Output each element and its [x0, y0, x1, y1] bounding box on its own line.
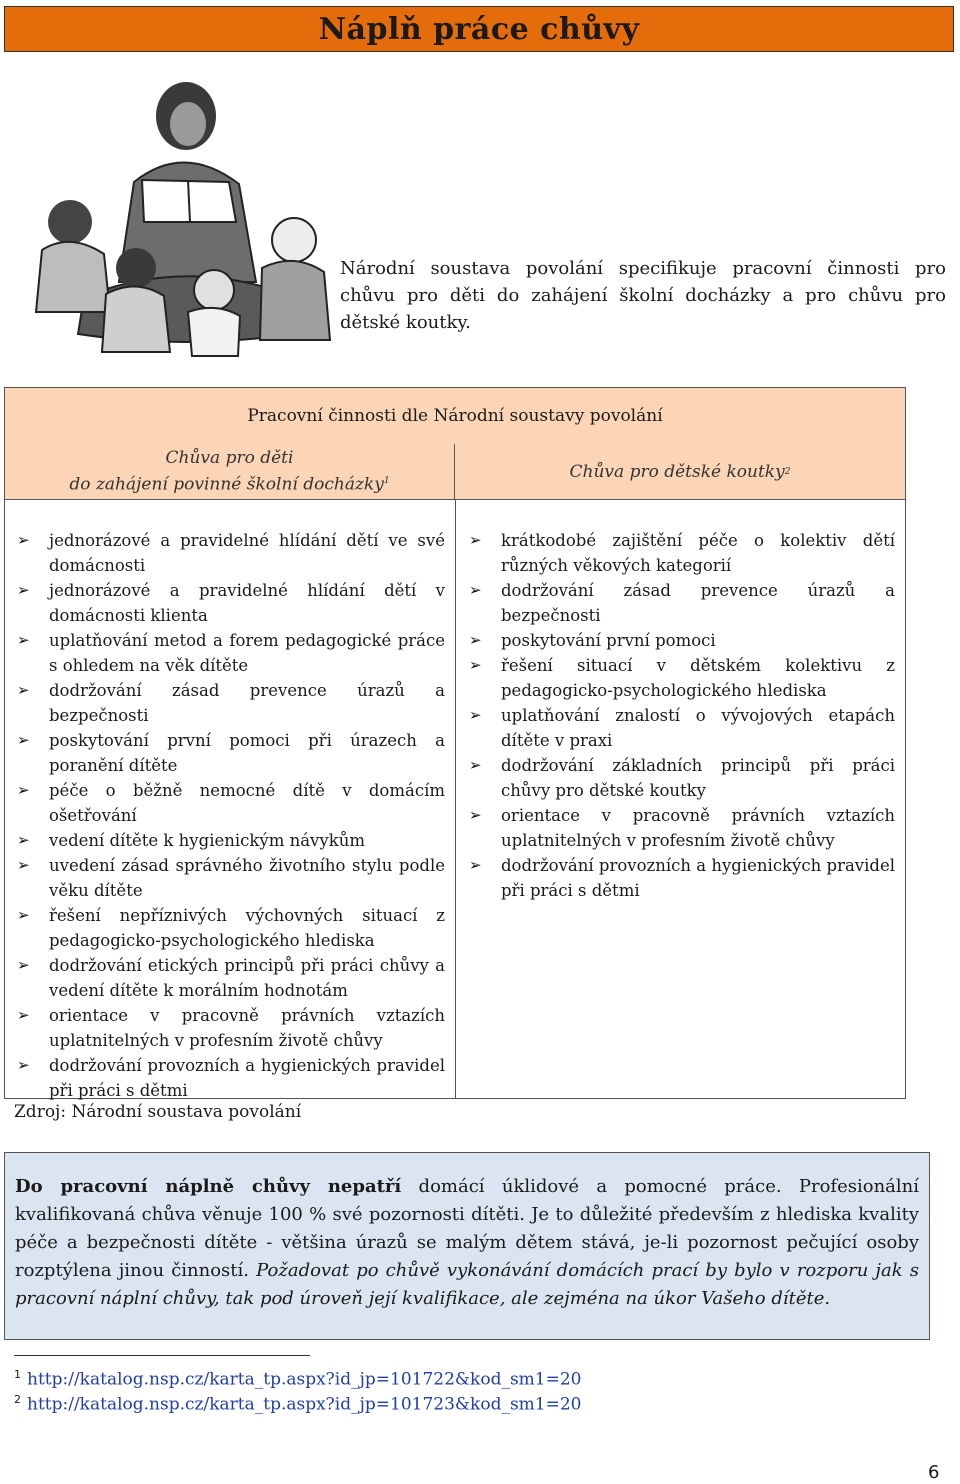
- page-title: Náplň práce chůvy: [318, 11, 640, 47]
- arrowhead-bullet-icon: ➢: [469, 531, 482, 549]
- arrowhead-bullet-icon: ➢: [17, 581, 30, 599]
- footnote-separator: [14, 1355, 310, 1356]
- footnote-1: [14, 1368, 582, 1390]
- list-item: ➢ dodržování zásad prevence úrazů a bezpečnosti: [469, 578, 895, 628]
- list-item: ➢ dodržování zásad prevence úrazů a bezpečnosti: [17, 678, 445, 728]
- arrowhead-bullet-icon: ➢: [17, 631, 30, 649]
- intro-paragraph: Národní soustava povolání specifikuje pracovní činnosti pro chůvu pro děti do zahájení školní docházky a pro chůvu pro dětské koutky.: [340, 258, 946, 333]
- column-divider: [455, 500, 456, 1098]
- page-number: 6: [928, 1462, 940, 1483]
- arrowhead-bullet-icon: ➢: [469, 806, 482, 824]
- arrowhead-bullet-icon: ➢: [469, 631, 482, 649]
- arrowhead-bullet-icon: ➢: [17, 681, 30, 699]
- arrowhead-bullet-icon: ➢: [469, 581, 482, 599]
- list-item: ➢ orientace v pracovně právních vztazích uplatnitelných v profesním životě chůvy: [469, 803, 895, 853]
- source-caption: Zdroj: Národní soustava povolání: [14, 1102, 302, 1122]
- list-item: ➢ dodržování základních principů při práci chůvy pro dětské koutky: [469, 753, 895, 803]
- footnote-2: [14, 1393, 582, 1415]
- list-item: ➢ péče o běžně nemocné dítě v domácím ošetřování: [17, 778, 445, 828]
- arrowhead-bullet-icon: ➢: [17, 1056, 30, 1074]
- note-bold: Do pracovní náplně chůvy nepatří: [15, 1176, 402, 1197]
- arrowhead-bullet-icon: ➢: [17, 831, 30, 849]
- list-item: ➢ řešení situací v dětském kolektivu z pedagogicko-psychologického hlediska: [469, 653, 895, 703]
- footnote-ref-1: 1: [383, 475, 390, 486]
- list-item: ➢ jednorázové a pravidelné hlídání dětí ve své domácnosti: [17, 528, 445, 578]
- arrowhead-bullet-icon: ➢: [469, 706, 482, 724]
- note-text: domácí úklidové a pomocné práce. Profesionální kvalifikovaná chůva věnuje 100 % své pozornosti dítěti. Je to důležité především z hlediska kvality péče a bezpečnosti dítěte - většina úrazů se malým dětem stává, je-li pozornost pečující osoby rozptýlena jinou činností.: [15, 1176, 920, 1281]
- note-italic: Požadovat po chůvě vykonávání domácích prací by bylo v rozporu jak s pracovní náplní chůvy, tak pod úroveň její kvalifikace, ale zejména na úkor Vašeho dítěte.: [15, 1260, 920, 1309]
- footnote-number: 1: [14, 1368, 21, 1381]
- arrowhead-bullet-icon: ➢: [17, 956, 30, 974]
- title-bar: [4, 6, 954, 52]
- table-heading: Pracovní činnosti dle Národní soustavy povolání: [5, 388, 905, 445]
- footnote-link-1[interactable]: http://katalog.nsp.cz/karta_tp.aspx?id_jp=101722&kod_sm1=20: [27, 1369, 582, 1390]
- activities-table: [4, 387, 906, 1099]
- nanny-reading-illustration: [24, 72, 340, 362]
- list-item: ➢ řešení nepříznivých výchovných situací z pedagogicko-psychologického hlediska: [17, 903, 445, 953]
- list-item: ➢ poskytování první pomoci při úrazech a poranění dítěte: [17, 728, 445, 778]
- arrowhead-bullet-icon: ➢: [469, 856, 482, 874]
- list-item: ➢ poskytování první pomoci: [469, 628, 895, 653]
- footnote-link-2[interactable]: http://katalog.nsp.cz/karta_tp.aspx?id_jp=101723&kod_sm1=20: [27, 1394, 582, 1415]
- footnote-number: 2: [14, 1393, 21, 1406]
- info-note-box: [4, 1152, 930, 1340]
- arrowhead-bullet-icon: ➢: [17, 1006, 30, 1024]
- arrowhead-bullet-icon: ➢: [17, 731, 30, 749]
- arrowhead-bullet-icon: ➢: [17, 856, 30, 874]
- footnote-ref-2: 2: [784, 466, 791, 477]
- list-item: ➢ dodržování provozních a hygienických pravidel při práci s dětmi: [469, 853, 895, 903]
- right-activities-list: [469, 528, 895, 903]
- right-column-header: Chůva pro dětské koutky 2: [455, 444, 905, 500]
- arrowhead-bullet-icon: ➢: [17, 531, 30, 549]
- arrowhead-bullet-icon: ➢: [469, 656, 482, 674]
- list-item: ➢ krátkodobé zajištění péče o kolektiv dětí různých věkových kategorií: [469, 528, 895, 578]
- list-item: ➢ uvedení zásad správného životního stylu podle věku dítěte: [17, 853, 445, 903]
- list-item: ➢ jednorázové a pravidelné hlídání dětí v domácnosti klienta: [17, 578, 445, 628]
- left-activities-list: [17, 528, 445, 1103]
- arrowhead-bullet-icon: ➢: [17, 781, 30, 799]
- arrowhead-bullet-icon: ➢: [17, 906, 30, 924]
- list-item: ➢ uplatňování metod a forem pedagogické práce s ohledem na věk dítěte: [17, 628, 445, 678]
- list-item: ➢ orientace v pracovně právních vztazích uplatnitelných v profesním životě chůvy: [17, 1003, 445, 1053]
- left-header-line2: do zahájení povinné školní docházky$^1$: [69, 474, 390, 495]
- list-item: ➢ dodržování provozních a hygienických pravidel při práci s dětmi: [17, 1053, 445, 1103]
- left-column-header: [5, 444, 455, 500]
- left-header-line1: Chůva pro děti: [165, 447, 294, 468]
- arrowhead-bullet-icon: ➢: [469, 756, 482, 774]
- list-item: ➢ vedení dítěte k hygienickým návykům: [17, 828, 445, 853]
- list-item: ➢ dodržování etických principů při práci chůvy a vedení dítěte k morálním hodnotám: [17, 953, 445, 1003]
- list-item: ➢ uplatňování znalostí o vývojových etapách dítěte v praxi: [469, 703, 895, 753]
